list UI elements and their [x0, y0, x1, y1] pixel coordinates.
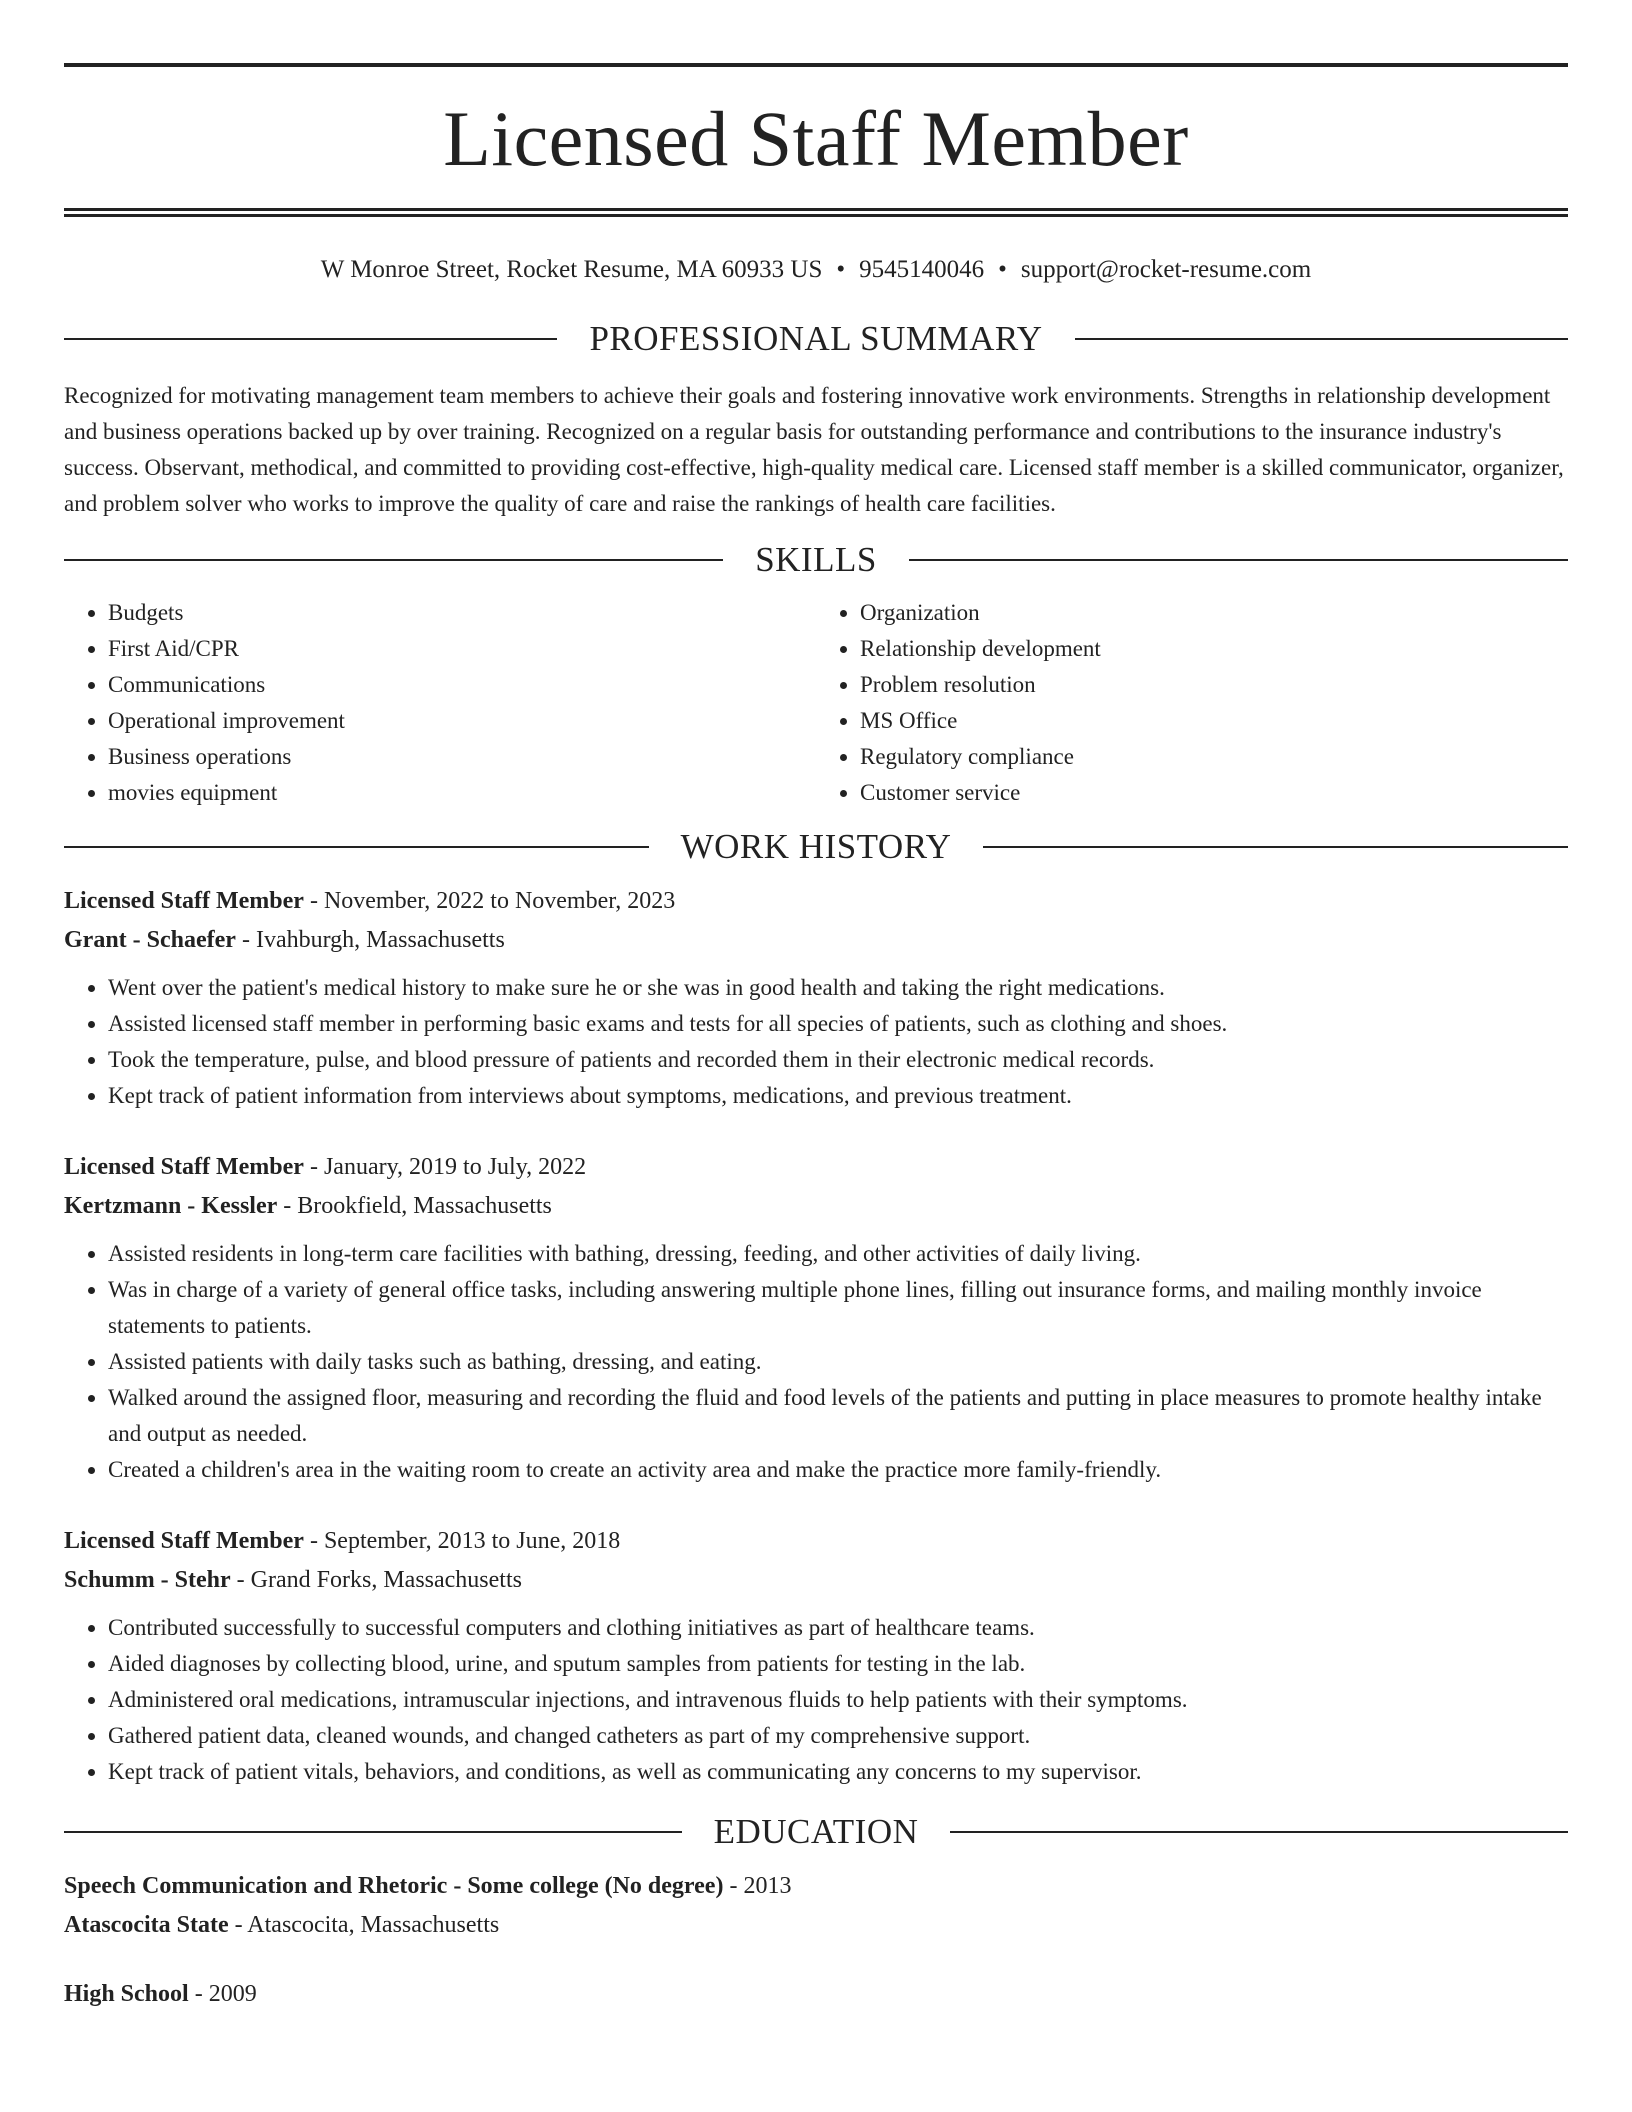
- education-degree: Speech Communication and Rhetoric - Some college (No degree): [64, 1873, 724, 1899]
- job-entry: [64, 882, 1568, 1114]
- skills-column-left: [64, 595, 816, 811]
- job-bullet: • Was in charge of a variety of general office tasks, including answering multiple phone lines, filling out insurance forms, and mailing monthly invoice statements to patients.: [108, 1272, 1568, 1344]
- job-role: Licensed Staff Member: [64, 888, 304, 914]
- job-location: - Ivahburgh, Massachusetts: [235, 927, 505, 953]
- job-bullet: • Contributed successfully to successful computers and clothing initiatives as part of healthcare teams.: [108, 1610, 1568, 1646]
- job-bullet: • Assisted patients with daily tasks such as bathing, dressing, and eating.: [108, 1344, 1568, 1380]
- education-degree: High School: [64, 1981, 189, 2007]
- job-role: Licensed Staff Member: [64, 1528, 304, 1554]
- contact-separator: •: [998, 256, 1007, 283]
- job-title-line: [64, 1148, 1568, 1187]
- section-rule-right: [950, 1831, 1568, 1833]
- job-bullet: • Gathered patient data, cleaned wounds, and changed catheters as part of my comprehensive support.: [108, 1718, 1568, 1754]
- summary-text: Recognized for motivating management team members to achieve their goals and fostering innovative work environments. Strengths in relationship development and business operations backed up by over training. Recognized on a regular basis for outstanding performance and contributions to the insurance industry's success. Observant, methodical, and committed to providing cost-effective, high-quality medical care. Licensed staff member is a skilled communicator, organizer, and problem solver who works to improve the quality of care and raise the rankings of health care facilities.: [64, 383, 1564, 516]
- education-location: - Atascocita, Massachusetts: [228, 1912, 500, 1938]
- top-rule: [64, 63, 1568, 67]
- skills-column-right: [816, 595, 1568, 811]
- job-bullet: • Went over the patient's medical history to make sure he or she was in good health and taking the right medications.: [108, 970, 1568, 1006]
- contact-line: [64, 255, 1568, 285]
- skill-item: • Business operations: [108, 739, 816, 775]
- section-rule-left: [64, 1831, 682, 1833]
- contact-email: support@rocket-resume.com: [1020, 256, 1312, 283]
- job-title-line: [64, 1522, 1568, 1561]
- name-double-rule: [64, 208, 1568, 217]
- job-bullet: • Administered oral medications, intramuscular injections, and intravenous fluids to help patients with their symptoms.: [108, 1682, 1568, 1718]
- job-bullets: [64, 1236, 1568, 1488]
- education-degree-line: [64, 1975, 1568, 2014]
- skill-item: • MS Office: [860, 703, 1568, 739]
- section-rule-right: [983, 846, 1568, 848]
- skills-list: [64, 595, 1568, 811]
- job-company: Schumm - Stehr: [64, 1567, 231, 1593]
- contact-address: W Monroe Street, Rocket Resume, MA 60933 US: [320, 256, 823, 283]
- job-title-line: [64, 882, 1568, 921]
- contact-phone: 9545140046: [859, 256, 985, 283]
- skill-item: • Customer service: [860, 775, 1568, 811]
- job-dates: - November, 2022 to November, 2023: [303, 888, 676, 914]
- section-rule-left: [64, 846, 649, 848]
- education-school: Atascocita State: [64, 1912, 229, 1938]
- skill-item: • movies equipment: [108, 775, 816, 811]
- resume-name: Licensed Staff Member: [443, 95, 1189, 182]
- job-location: - Grand Forks, Massachusetts: [230, 1567, 522, 1593]
- section-title-skills: SKILLS: [755, 540, 877, 579]
- section-header-summary: [64, 321, 1568, 356]
- education-entry: [64, 1975, 1568, 2014]
- section-header-work: [64, 829, 1568, 864]
- job-bullet: • Kept track of patient vitals, behaviors, and conditions, as well as communicating any concerns to my supervisor.: [108, 1754, 1568, 1790]
- skill-item: • Communications: [108, 667, 816, 703]
- education-year: - 2013: [723, 1873, 792, 1899]
- skill-item: • Relationship development: [860, 631, 1568, 667]
- job-bullet: • Assisted residents in long-term care facilities with bathing, dressing, feeding, and other activities of daily living.: [108, 1236, 1568, 1272]
- section-rule-right: [1075, 338, 1568, 340]
- resume-page: [64, 0, 1568, 2014]
- section-title-summary: PROFESSIONAL SUMMARY: [589, 319, 1043, 358]
- job-bullets: [64, 970, 1568, 1114]
- job-bullets: [64, 1610, 1568, 1790]
- job-bullet: • Aided diagnoses by collecting blood, urine, and sputum samples from patients for testing in the lab.: [108, 1646, 1568, 1682]
- section-title-education: EDUCATION: [713, 1812, 919, 1851]
- job-bullet: • Assisted licensed staff member in performing basic exams and tests for all species of patients, such as clothing and shoes.: [108, 1006, 1568, 1042]
- education-degree-line: [64, 1867, 1568, 1906]
- section-rule-right: [909, 559, 1568, 561]
- job-entry: [64, 1522, 1568, 1790]
- job-bullet: • Walked around the assigned floor, measuring and recording the fluid and food levels of the patients and putting in place measures to promote healthy intake and output as needed.: [108, 1380, 1568, 1452]
- skill-item: • Regulatory compliance: [860, 739, 1568, 775]
- job-company-line: [64, 921, 1568, 960]
- job-dates: - January, 2019 to July, 2022: [303, 1154, 587, 1180]
- job-company-line: [64, 1187, 1568, 1226]
- skill-item: • Organization: [860, 595, 1568, 631]
- contact-separator: •: [836, 256, 846, 283]
- skill-item: • Operational improvement: [108, 703, 816, 739]
- section-rule-left: [64, 338, 557, 340]
- job-bullet: • Took the temperature, pulse, and blood pressure of patients and recorded them in their electronic medical records.: [108, 1042, 1568, 1078]
- skill-item: • Problem resolution: [860, 667, 1568, 703]
- job-dates: - September, 2013 to June, 2018: [303, 1528, 621, 1554]
- education-entry: [64, 1867, 1568, 1945]
- job-entry: [64, 1148, 1568, 1488]
- job-role: Licensed Staff Member: [64, 1154, 304, 1180]
- section-header-education: [64, 1814, 1568, 1849]
- section-header-skills: [64, 542, 1568, 577]
- skill-item: • First Aid/CPR: [108, 631, 816, 667]
- job-bullet: • Kept track of patient information from interviews about symptoms, medications, and previous treatment.: [108, 1078, 1568, 1114]
- job-location: - Brookfield, Massachusetts: [277, 1193, 552, 1219]
- job-company: Kertzmann - Kessler: [64, 1193, 278, 1219]
- job-bullet: • Created a children's area in the waiting room to create an activity area and make the practice more family-friendly.: [108, 1452, 1568, 1488]
- section-rule-left: [64, 559, 723, 561]
- education-school-line: [64, 1906, 1568, 1945]
- skill-item: • Budgets: [108, 595, 816, 631]
- job-company: Grant - Schaefer: [64, 927, 236, 953]
- job-company-line: [64, 1561, 1568, 1600]
- education-year: - 2009: [188, 1981, 257, 2007]
- section-title-work: WORK HISTORY: [680, 827, 952, 866]
